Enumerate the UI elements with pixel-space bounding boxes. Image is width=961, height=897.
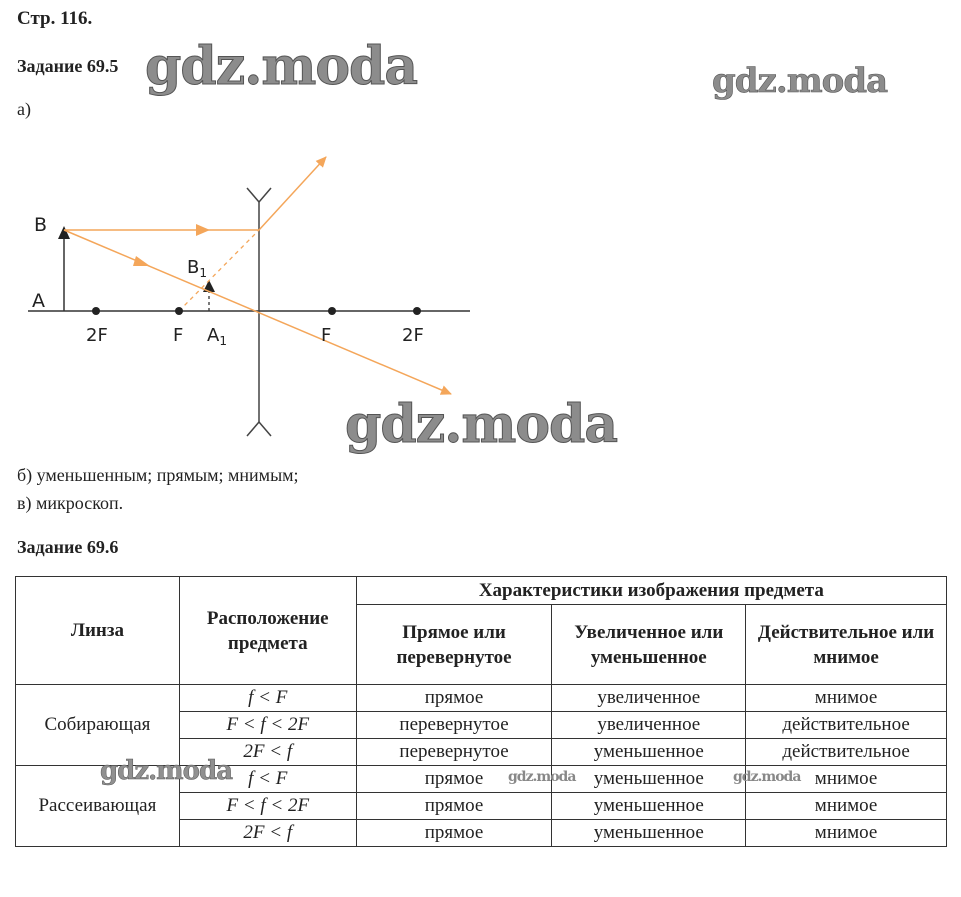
watermark-logo: gdz.moda [100,756,233,786]
condition-cell: 2F < f [179,820,356,847]
header-characteristics: Характеристики изображения предмета [356,577,946,605]
reality-cell: мнимое [746,820,947,847]
lens-converging: Собирающая [16,685,180,766]
label-2f-left: 2F [86,325,108,346]
point-f-left [175,307,183,315]
header-position: Расположение предмета [179,577,356,685]
reality-cell: действительное [746,739,947,766]
orientation-cell: прямое [356,820,552,847]
condition-cell: f < F [179,685,356,712]
lens-characteristics-table [15,576,947,847]
orientation-cell: прямое [356,685,552,712]
watermark-logo: gdz.moda [733,769,801,785]
label-a: A [32,290,45,312]
header-lens: Линза [16,577,180,685]
table-row [16,685,947,712]
task-69-5-title: Задание 69.5 [17,56,119,76]
label-2f-right: 2F [402,325,424,346]
point-2f-left [92,307,100,315]
size-cell: уменьшенное [552,793,746,820]
reality-cell: мнимое [746,793,947,820]
watermark-logo: gdz.moda [712,61,888,101]
condition-cell: F < f < 2F [179,712,356,739]
size-cell: уменьшенное [552,739,746,766]
label-f-left: F [173,325,184,346]
condition-cell: f < F [179,766,356,793]
part-a-label: а) [17,99,31,119]
label-a1: $A_1$ [207,325,227,348]
condition-cell: 2F < f [179,739,356,766]
task-69-6-title: Задание 69.6 [17,537,119,557]
lens-diverging: Рассеивающая [16,766,180,847]
watermark-logo: gdz.moda [345,394,618,455]
part-b-answer: б) уменьшенным; прямым; мнимым; [17,465,299,485]
reality-cell: мнимое [746,685,947,712]
orientation-cell: перевернутое [356,712,552,739]
header-size: Увеличенное или уменьшенное [552,605,746,685]
image-arrow [203,280,215,311]
point-2f-right [413,307,421,315]
label-b: B [34,214,48,236]
object-arrow [58,226,70,311]
watermark-logo: gdz.moda [145,36,418,97]
watermark-logo: gdz.moda [508,769,576,785]
size-cell: уменьшенное [552,820,746,847]
label-f-right: F [321,325,332,346]
orientation-cell: перевернутое [356,739,552,766]
size-cell: уменьшенное [552,766,746,793]
header-orientation: Прямое или перевернутое [356,605,552,685]
size-cell: увеличенное [552,712,746,739]
point-f-right [328,307,336,315]
reality-cell: мнимое [746,766,947,793]
header-reality: Действительное или мнимое [746,605,947,685]
condition-cell: F < f < 2F [179,793,356,820]
label-b1: $B_1$ [187,257,207,280]
light-rays [64,157,451,394]
orientation-cell: прямое [356,766,552,793]
reality-cell: действительное [746,712,947,739]
page-ref: Стр. 116. [17,8,93,29]
part-c-answer: в) микроскоп. [17,493,124,513]
size-cell: увеличенное [552,685,746,712]
orientation-cell: прямое [356,793,552,820]
